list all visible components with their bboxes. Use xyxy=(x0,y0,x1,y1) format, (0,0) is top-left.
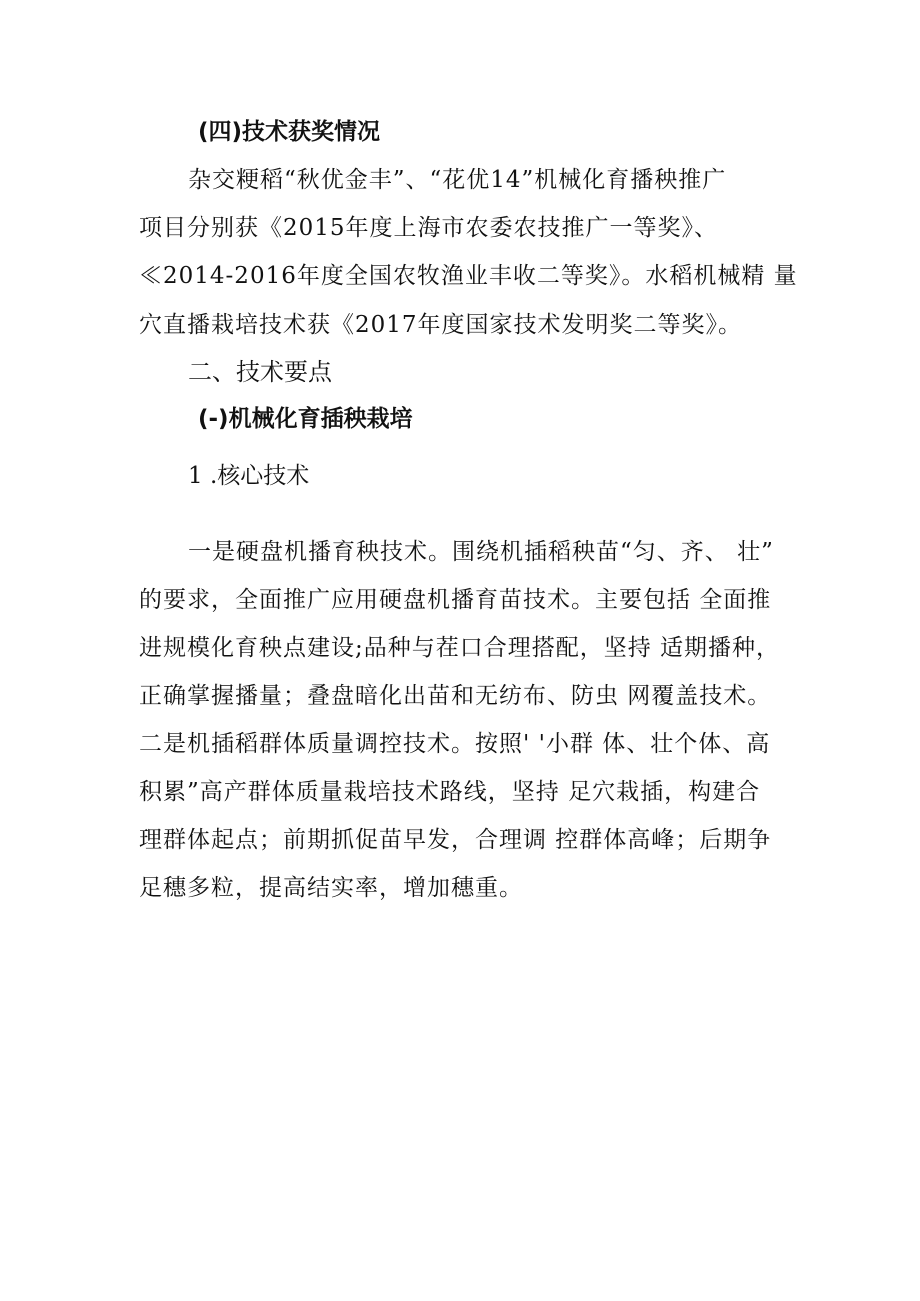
paragraph-line: 穴直播栽培技术获《2017年度国家技术发明奖二等奖》。 xyxy=(139,312,743,338)
paragraph-line: 杂交粳稻“秋优金丰”、“花优14”机械化育播秧推广 xyxy=(188,167,727,193)
paragraph-line: 理群体起点；前期抓促苗早发，合理调 控群体高峰；后期争 xyxy=(139,827,772,853)
paragraph-line: 一是硬盘机播育秧技术。围绕机插稻秧苗“匀、齐、 壮” xyxy=(188,539,774,565)
paragraph-line: ≪2014-2016年度全国农牧渔业丰收二等奖》。水稻机械精 量 xyxy=(139,263,798,289)
paragraph-line: 进规模化育秧点建设;品种与茬口合理搭配，坚持 适期播种， xyxy=(139,635,781,661)
paragraph-line: 积累”高产群体质量栽培技术路线，坚持 足穴栽插，构建合 xyxy=(139,779,761,805)
paragraph-line: 足穗多粒，提高结实率，增加穗重。 xyxy=(139,875,523,901)
paragraph-line: 的要求，全面推广应用硬盘机播育苗技术。主要包括 全面推 xyxy=(139,587,772,613)
item-heading-core-tech: 1 .核心技术 xyxy=(188,463,310,489)
paragraph-line: 项目分别获《2015年度上海市农委农技推广一等奖》、 xyxy=(139,215,719,241)
paragraph-line: 二是机插稻群体质量调控技术。按照' '小群 体、壮个体、高 xyxy=(139,731,771,757)
subsection-heading-mechanized: (-)机械化育插秧栽培 xyxy=(198,406,413,432)
paragraph-line: 正确掌握播量；叠盘暗化出苗和无纺布、防虫 网覆盖技术。 xyxy=(139,683,772,709)
section-heading-awards: (四)技术获奖情况 xyxy=(198,119,381,145)
section-heading-key-points: 二、技术要点 xyxy=(188,358,332,386)
